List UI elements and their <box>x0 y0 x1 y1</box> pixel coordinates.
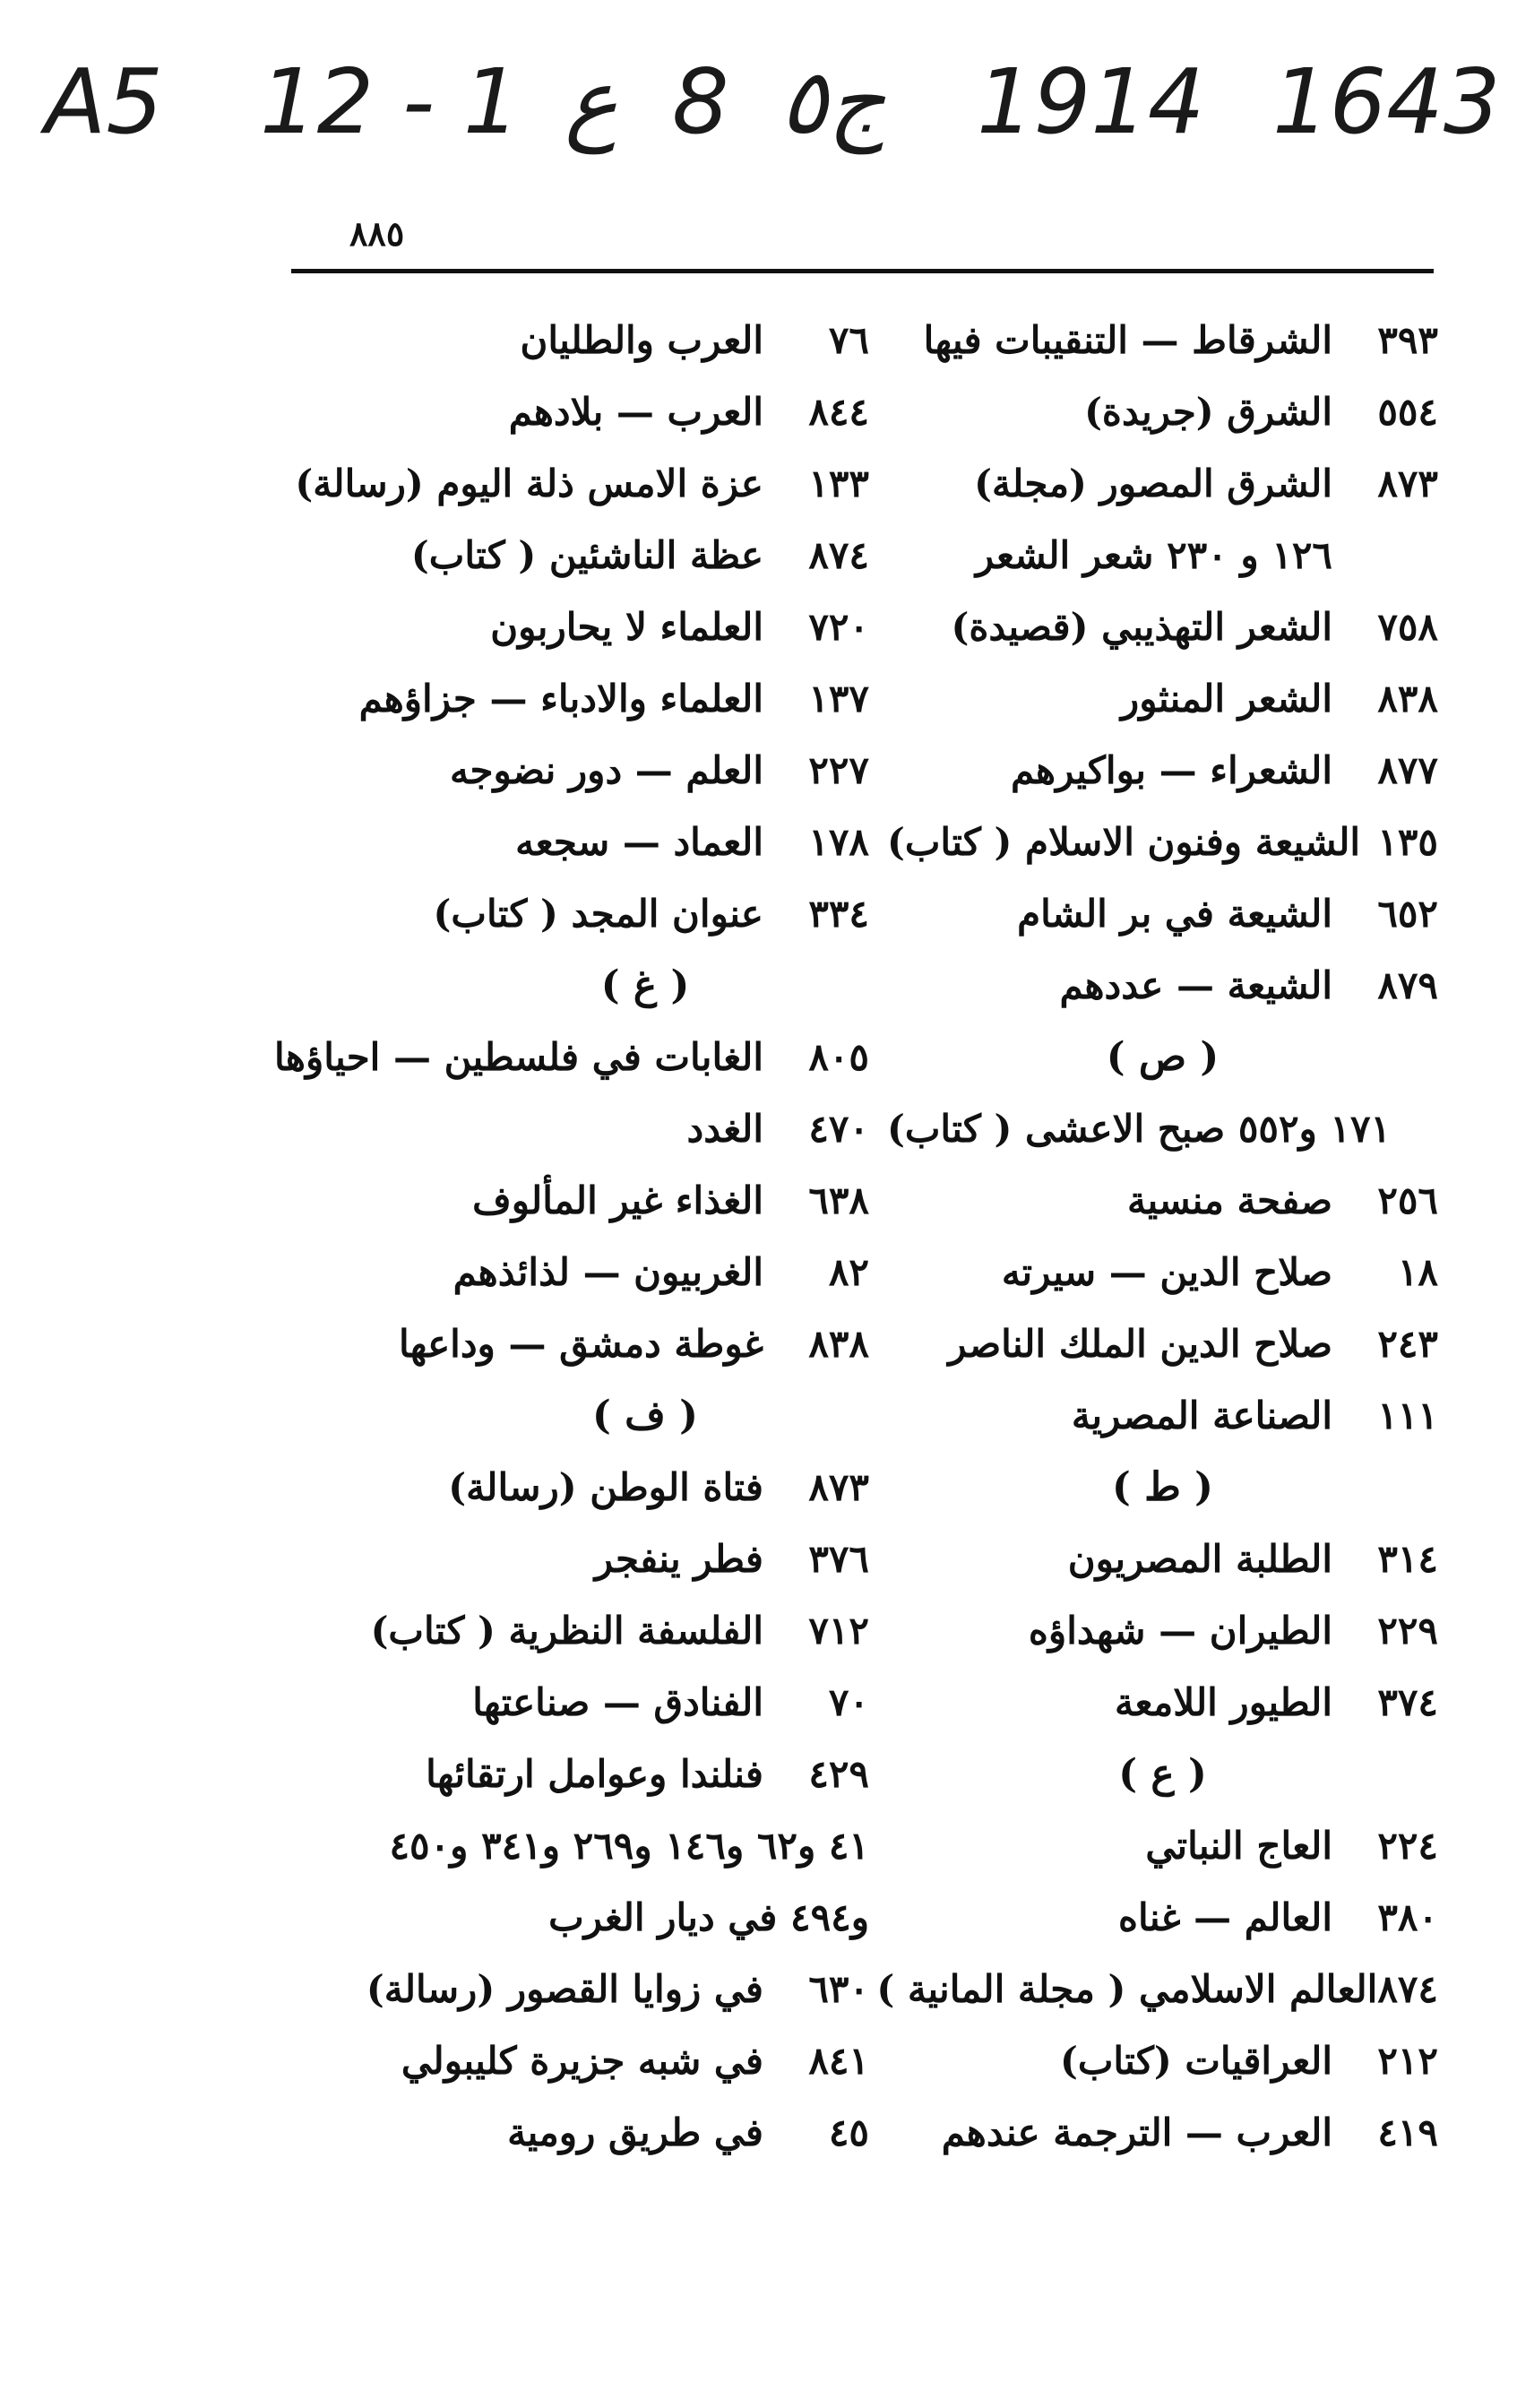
index-entry-title: ١٧١ و٥٥٢ صبح الاعشى ( كتاب) <box>887 1107 1392 1151</box>
index-entry-page-number: ٨٣٨ <box>1377 677 1438 721</box>
index-entry-page-number: ٦٣٠ <box>808 1967 869 2011</box>
index-entry-title: عظة الناشئين ( كتاب) <box>410 533 763 577</box>
index-entry-title: العلماء والادباء — جزاؤهم <box>358 677 763 721</box>
index-entry-title: الشيعة وفنون الاسلام ( كتاب) <box>887 820 1361 864</box>
index-entry <box>251 520 869 591</box>
index-entry-page-number: ٣٩٣ <box>1377 318 1438 362</box>
index-entry <box>887 950 1438 1022</box>
index-entry-page-number: ٨٢ <box>828 1250 869 1294</box>
handwritten-note-part: ج٥ <box>780 49 886 154</box>
index-entry-title: الشرق (جريدة) <box>1084 390 1332 434</box>
index-entry-title: فتاة الوطن (رسالة) <box>448 1465 763 1509</box>
index-entry-page-number: ٧٦ <box>828 318 869 362</box>
index-entry-page-number: ٢١٢ <box>1377 2039 1438 2083</box>
index-entry-title: الطيور اللامعة <box>1115 1680 1332 1724</box>
index-entry-page-number: ٧٢٠ <box>808 605 869 649</box>
index-entry <box>251 1810 869 1882</box>
index-entry-page-number: ١٨ <box>1397 1250 1438 1294</box>
index-entry-text: و٤٩٤ في ديار الغرب <box>548 1895 869 1939</box>
index-entry-page-number: ١١١ <box>1377 1394 1438 1437</box>
index-entry <box>251 735 869 807</box>
index-entry <box>887 1308 1438 1380</box>
index-entry <box>887 1667 1438 1739</box>
index-entry-page-number: ٨٧٣ <box>808 1465 869 1509</box>
index-entry-title: الشيعة — عددهم <box>1059 963 1332 1007</box>
index-entry <box>887 1882 1438 1954</box>
handwritten-archive-note <box>45 49 1501 184</box>
index-entry <box>251 591 869 663</box>
index-entry-page-number: ٢٤٣ <box>1377 1322 1438 1366</box>
index-entry-page-number: ٦٥٢ <box>1377 892 1438 936</box>
section-letter: ( ص ) <box>1106 1034 1220 1080</box>
index-entry-title: الطيران — شهداؤه <box>1028 1609 1332 1653</box>
index-entry-page-number: ٧٥٨ <box>1377 605 1438 649</box>
index-entry-title: صلاح الدين — سيرته <box>1001 1250 1332 1294</box>
index-entry <box>251 1523 869 1595</box>
index-entry-text: ٤١ و٦٢ و١٤٦ و٢٦٩ و٣٤١ و٤٥٠ <box>389 1824 869 1868</box>
index-entry <box>251 1954 869 2025</box>
index-entry <box>887 2025 1438 2097</box>
index-entry <box>887 1237 1438 1308</box>
index-entry <box>251 1452 869 1523</box>
index-entry-page-number: ١٧٨ <box>808 820 869 864</box>
index-entry-title: صفحة منسية <box>1127 1178 1332 1222</box>
index-entry <box>887 1093 1438 1165</box>
index-entry <box>887 520 1438 591</box>
index-entry <box>887 1810 1438 1882</box>
index-entry-page-number: ٤٧٠ <box>808 1107 869 1151</box>
index-entry-title: العرب والطليان <box>520 318 763 362</box>
index-entry-page-number: ٦٣٨ <box>808 1178 869 1222</box>
index-entry-title: الغذاء غير المألوف <box>472 1178 763 1222</box>
index-entry-page-number: ٨٧٧ <box>1377 748 1438 792</box>
index-entry <box>887 448 1438 520</box>
index-entry-page-number: ١٣٧ <box>808 677 869 721</box>
index-entry-title: الشعر المنثور <box>1120 677 1332 721</box>
index-entry <box>887 1595 1438 1667</box>
index-entry-title: الغدد <box>686 1107 763 1151</box>
index-entry <box>251 1739 869 1810</box>
index-entry <box>887 663 1438 735</box>
index-entry-page-number: ٧٠ <box>828 1680 869 1724</box>
index-entry-page-number: ٨٠٥ <box>808 1035 869 1079</box>
index-entry-page-number: ٤٥ <box>828 2110 869 2154</box>
index-entry-title: غوطة دمشق — وداعها <box>398 1322 763 1366</box>
index-entry <box>251 305 869 376</box>
index-column-right <box>876 305 1438 2169</box>
page-number: ٨٨٥ <box>349 213 405 254</box>
index-entry-title: الشرقاط — التنقيبات فيها <box>923 318 1332 362</box>
index-entry <box>251 663 869 735</box>
index-entry <box>251 2025 869 2097</box>
index-entry-page-number: ٣٨٠ <box>1377 1895 1438 1939</box>
index-entry-title: فطر ينفجر <box>594 1537 763 1581</box>
index-entry-page-number: ٣٧٤ <box>1377 1680 1438 1724</box>
index-entry <box>251 376 869 448</box>
index-entry-page-number: ٤٢٩ <box>808 1752 869 1796</box>
index-entry <box>887 376 1438 448</box>
index-entry-page-number: ٧١٢ <box>808 1609 869 1653</box>
index-entry <box>876 1954 1438 2025</box>
handwritten-note-part: 8 <box>672 49 729 154</box>
index-entry <box>251 1882 869 1954</box>
index-entry-title: العماد — سجعه <box>515 820 763 864</box>
section-letter-header <box>887 1739 1438 1810</box>
section-letter: ( ع ) <box>1118 1751 1207 1797</box>
index-entry <box>251 878 869 950</box>
header-rule <box>291 269 1434 273</box>
index-entry-title: العراقيات (كتاب) <box>1059 2039 1332 2083</box>
index-entry-title: العرب — بلادهم <box>508 390 763 434</box>
index-entry <box>251 448 869 520</box>
index-entry-title: العالم الاسلامي ( مجلة المانية ) <box>876 1967 1378 2011</box>
index-entry <box>251 1308 869 1380</box>
section-letter: ( ط ) <box>1112 1464 1213 1510</box>
index-entry <box>251 1022 869 1093</box>
index-entry-page-number: ٣٧٦ <box>808 1537 869 1581</box>
index-entry-page-number: ٢٥٦ <box>1377 1178 1438 1222</box>
index-entry-title: الفنادق — صناعتها <box>472 1680 763 1724</box>
index-entry-page-number: ٨٤١ <box>808 2039 869 2083</box>
index-entry-page-number: ٨٣٨ <box>808 1322 869 1366</box>
index-entry-title: في شبه جزيرة كليبولي <box>401 2039 763 2083</box>
index-entry-page-number: ٢٢٤ <box>1377 1824 1438 1868</box>
index-entry <box>887 878 1438 950</box>
index-entry <box>251 1595 869 1667</box>
section-letter-header <box>887 1452 1438 1523</box>
index-entry-title: العلم — دور نضوجه <box>449 748 763 792</box>
index-entry-title: فنلندا وعوامل ارتقائها <box>426 1752 763 1796</box>
index-entry-title: في زوايا القصور (رسالة) <box>366 1967 763 2011</box>
index-entry-title: ١٢٦ و ٢٣٠ شعر الشعر <box>975 533 1332 577</box>
index-entry <box>887 735 1438 807</box>
index-entry <box>887 2097 1438 2169</box>
section-letter-header <box>251 950 869 1022</box>
index-entry-title: العالم — غناه <box>1118 1895 1332 1939</box>
index-entry-title: في طريق رومية <box>507 2110 763 2154</box>
index-entry-title: الشرق المصور (مجلة) <box>974 462 1332 505</box>
index-entry-title: الفلسفة النظرية ( كتاب) <box>370 1609 763 1653</box>
index-entry-title: الشعر التهذيبي (قصيدة) <box>951 605 1332 649</box>
index-entry <box>887 807 1438 878</box>
index-entry <box>251 1667 869 1739</box>
section-letter: ( غ ) <box>600 962 690 1008</box>
handwritten-note-part: 12 - 1 <box>260 49 521 154</box>
index-entry-title: الغربيون — لذائذهم <box>453 1250 763 1294</box>
index-entry-title: عنوان المجد ( كتاب) <box>433 892 763 936</box>
index-entry-page-number: ٨٧٣ <box>1377 462 1438 505</box>
index-entry <box>251 1237 869 1308</box>
index-entry <box>887 1523 1438 1595</box>
index-entry-title: عزة الامس ذلة اليوم (رسالة) <box>295 462 763 505</box>
index-entry-title: العاج النباتي <box>1145 1824 1332 1868</box>
index-entry-page-number: ٨٤٤ <box>808 390 869 434</box>
index-entry <box>251 1093 869 1165</box>
index-entry-page-number: ١٣٣ <box>808 462 869 505</box>
index-entry-page-number: ٣٣٤ <box>808 892 869 936</box>
section-letter-header <box>251 1380 869 1452</box>
index-entry-page-number: ١٣٥ <box>1377 820 1438 864</box>
handwritten-note-part: 1643 <box>1272 49 1501 154</box>
section-letter: ( ف ) <box>592 1393 698 1438</box>
handwritten-note-part: ع <box>565 49 618 154</box>
index-entry-page-number: ٨٧٤ <box>808 533 869 577</box>
index-column-left <box>251 305 869 2169</box>
index-entry-page-number: ٢٢٧ <box>808 748 869 792</box>
index-entry-title: العرب — الترجمة عندهم <box>941 2110 1332 2154</box>
index-entry <box>251 1165 869 1237</box>
index-entry-title: الغابات في فلسطين — احياؤها <box>274 1035 763 1079</box>
index-entry-page-number: ٨٧٩ <box>1377 963 1438 1007</box>
index-entry-page-number: ٨٧٤ <box>1377 1967 1438 2011</box>
index-entry-title: صلاح الدين الملك الناصر <box>948 1322 1332 1366</box>
index-entry <box>887 1165 1438 1237</box>
index-entry <box>251 2097 869 2169</box>
index-entry <box>887 591 1438 663</box>
index-entry-title: الشعراء — بواكيرهم <box>1010 748 1332 792</box>
section-letter-header <box>887 1022 1438 1093</box>
index-entry <box>887 305 1438 376</box>
handwritten-note-part: A5 <box>45 49 164 154</box>
index-entry-title: الشيعة في بر الشام <box>1017 892 1332 936</box>
index-entry-title: العلماء لا يحاربون <box>490 605 763 649</box>
index-entry-title: الصناعة المصرية <box>1071 1394 1332 1437</box>
index-entry-page-number: ٥٥٤ <box>1377 390 1438 434</box>
index-entry-page-number: ٢٢٩ <box>1377 1609 1438 1653</box>
index-entry-title: الطلبة المصريون <box>1067 1537 1332 1581</box>
index-entry <box>887 1380 1438 1452</box>
handwritten-note-part: 1914 <box>977 49 1205 154</box>
index-entry-page-number: ٣١٤ <box>1377 1537 1438 1581</box>
index-entry-page-number: ٤١٩ <box>1377 2110 1438 2154</box>
index-entry <box>251 807 869 878</box>
